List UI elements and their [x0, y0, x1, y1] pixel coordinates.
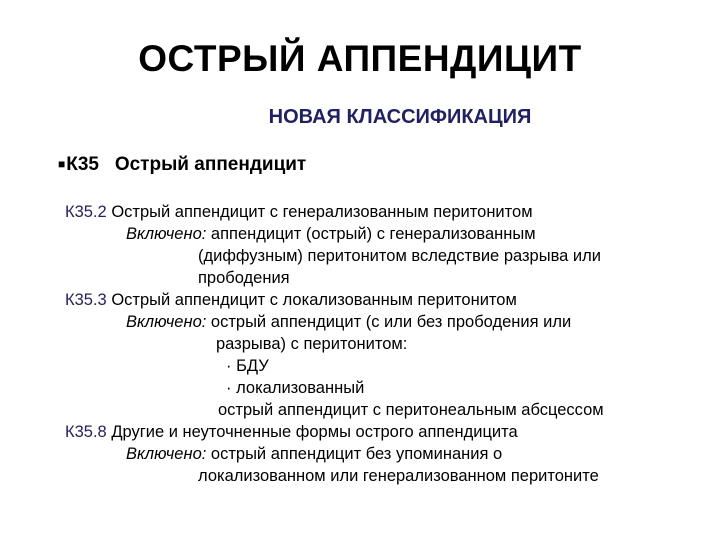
line-text: острый аппендицит с перитонеальным абсцессом: [218, 401, 604, 419]
main-item: [58, 154, 306, 176]
line-text: · локализованный: [226, 379, 365, 397]
line-text: острый аппендицит без упоминания о: [206, 445, 503, 463]
list-item: [216, 334, 407, 354]
list-item: [65, 202, 533, 222]
line-text: (диффузным) перитонитом вследствие разрыва или: [198, 247, 601, 265]
main-item-text: Острый аппендицит: [114, 154, 307, 175]
bullet-icon: ■: [58, 157, 66, 171]
code-k35-2: К35.2: [65, 203, 107, 221]
code-k35-3: К35.3: [65, 291, 107, 309]
line-text: аппендицит (острый) с генерализованным: [206, 225, 536, 243]
page-title: ОСТРЫЙ АППЕНДИЦИТ: [138, 38, 582, 79]
line-text: разрыва) с перитонитом:: [216, 335, 408, 353]
line-text: · БДУ: [226, 357, 269, 375]
list-item: [126, 312, 571, 332]
included-label: Включено:: [126, 225, 207, 243]
list-item: [198, 246, 601, 266]
list-item: [65, 422, 518, 442]
list-item: [126, 224, 536, 244]
line-text: прободения: [198, 269, 290, 287]
code-k35-8: К35.8: [65, 423, 107, 441]
list-item: [226, 378, 364, 398]
list-item: [126, 444, 502, 464]
list-item: [65, 290, 517, 310]
included-label: Включено:: [126, 445, 207, 463]
subtitle: НОВАЯ КЛАССИФИКАЦИЯ: [268, 106, 532, 128]
line-text: острый аппендицит (с или без прободения или: [206, 313, 572, 331]
line-text: Другие и неуточненные формы острого аппендицита: [106, 423, 518, 441]
included-label: Включено:: [126, 313, 207, 331]
line-text: Острый аппендицит с генерализованным перитонитом: [106, 203, 533, 221]
line-text: локализованном или генерализованном перитоните: [198, 467, 599, 485]
list-item: [226, 356, 269, 376]
list-item: [198, 268, 290, 288]
list-item: [218, 400, 604, 420]
main-item-code: К35: [66, 154, 99, 175]
list-item: [198, 466, 599, 486]
line-text: Острый аппендицит с локализованным перитонитом: [106, 291, 517, 309]
